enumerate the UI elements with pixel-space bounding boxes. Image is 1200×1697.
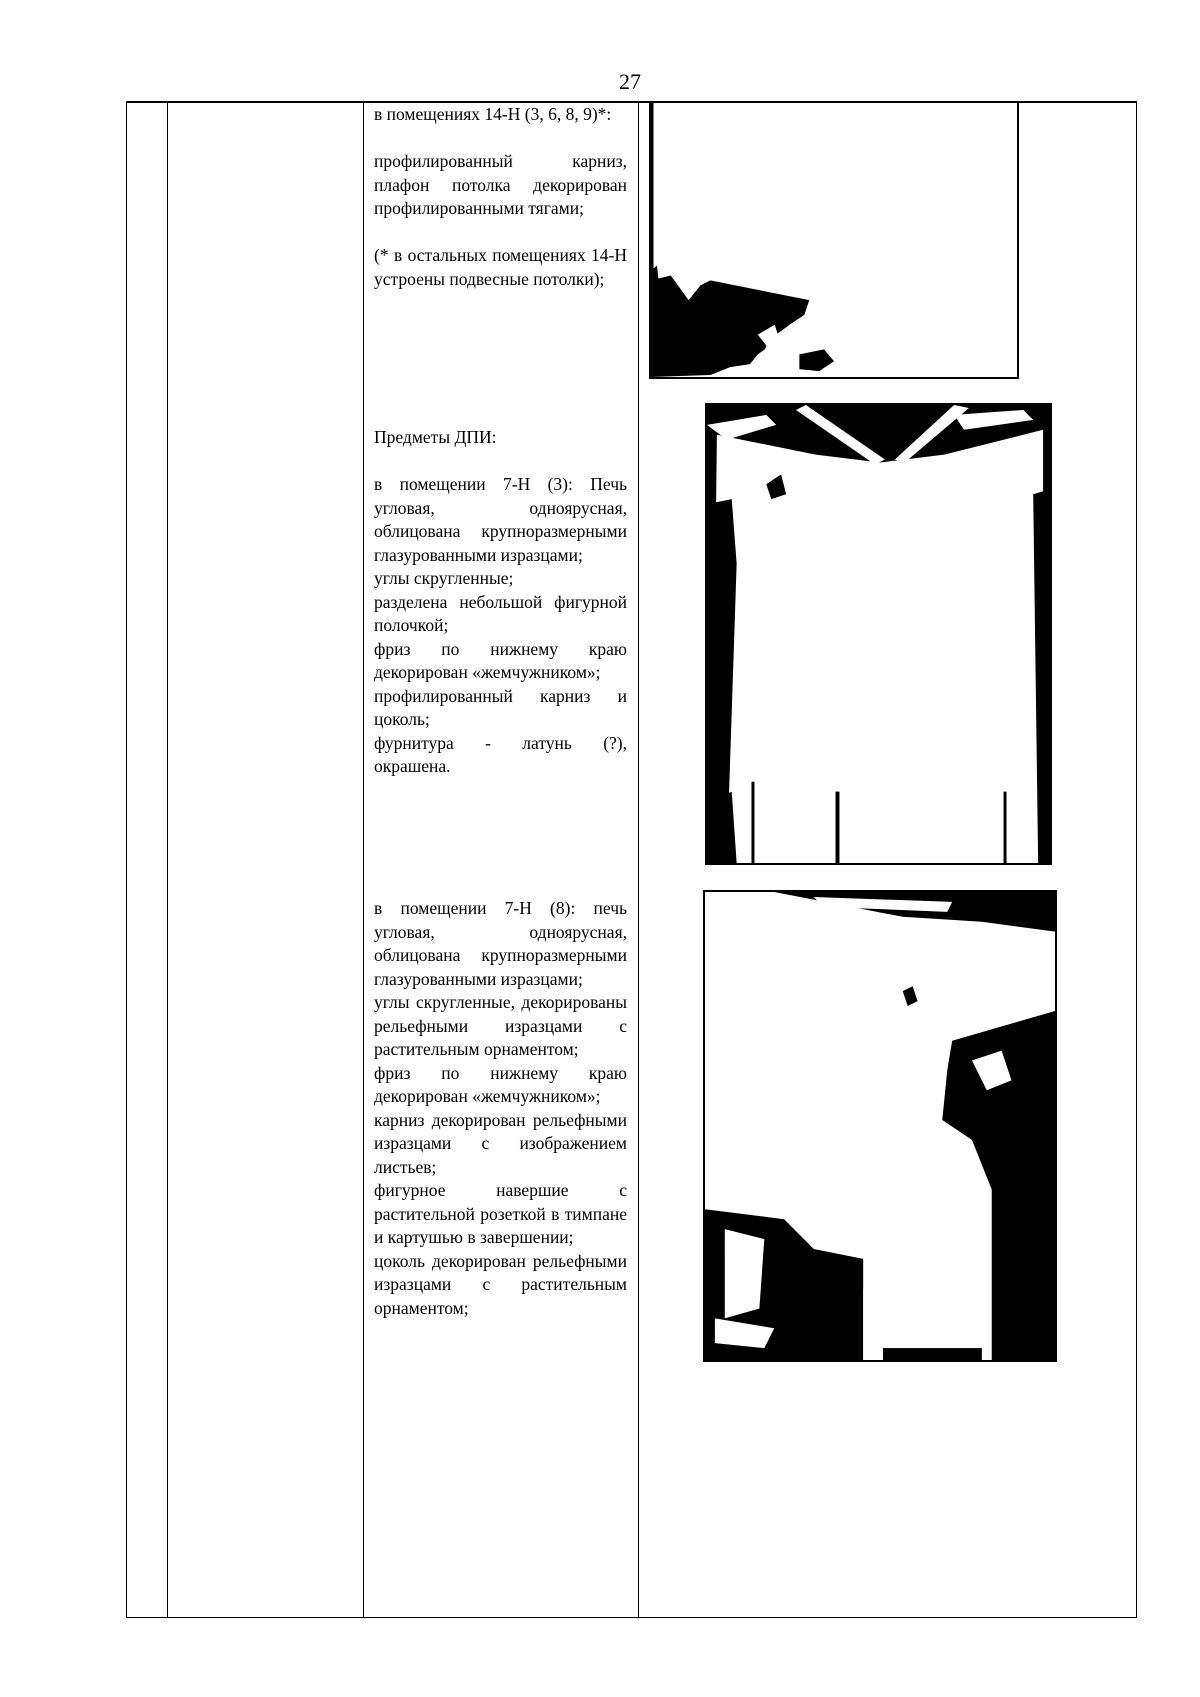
stove-1-line: профилированный карниз и цоколь;: [374, 685, 627, 729]
ceiling-details: профилированный карниз, плафон потолка декорирован профилированными тягами;: [374, 151, 627, 218]
stove-2-line: фигурное навершие с растительной розеткой в тимпане и картушью в завершении;: [374, 1180, 627, 1247]
stove-1-line: в помещении 7-Н (3): Печь угловая, одноярусная, облицована крупноразмерными глазурованными изразцами;: [374, 474, 627, 565]
column-divider: [638, 101, 639, 1618]
tiled-stove-with-plant-photo: [703, 890, 1057, 1362]
column-divider: [363, 101, 364, 1618]
stove-2-line: фриз по нижнему краю декорирован «жемчужником»;: [374, 1062, 627, 1106]
section-heading: Предметы ДПИ:: [374, 427, 497, 447]
ceiling-description: [374, 103, 627, 291]
page-number: 27: [619, 69, 641, 94]
ceiling-cornice-photo: [649, 101, 1019, 379]
stove-1-line: разделена небольшой фигурной полочкой;: [374, 591, 627, 635]
stove-2-description: [374, 897, 627, 1320]
stove-2-line: карниз декорирован рельефными изразцами с изображением листьев;: [374, 1109, 627, 1177]
stove-1-description: [374, 426, 627, 779]
stove-2-line: углы скругленные, декорированы рельефными изразцами с растительным орнаментом;: [374, 992, 627, 1059]
ceiling-note: (* в остальных помещениях 14-Н устроены подвесные потолки);: [374, 245, 627, 289]
stove-2-line: в помещении 7-Н (8): печь угловая, одноярусная, облицована крупноразмерными глазурованными изразцами;: [374, 898, 627, 989]
stove-2-line: цоколь декорирован рельефными изразцами с растительным орнаментом;: [374, 1250, 627, 1318]
tiled-stove-photo: [705, 403, 1052, 865]
column-divider: [167, 101, 168, 1618]
ceiling-rooms: в помещениях 14-Н (3, 6, 8, 9)*:: [374, 104, 612, 124]
stove-1-line: фурнитура - латунь (?), окрашена.: [374, 732, 627, 776]
stove-1-line: углы скругленные;: [374, 568, 514, 588]
stove-1-line: фриз по нижнему краю декорирован «жемчужником»;: [374, 638, 627, 682]
